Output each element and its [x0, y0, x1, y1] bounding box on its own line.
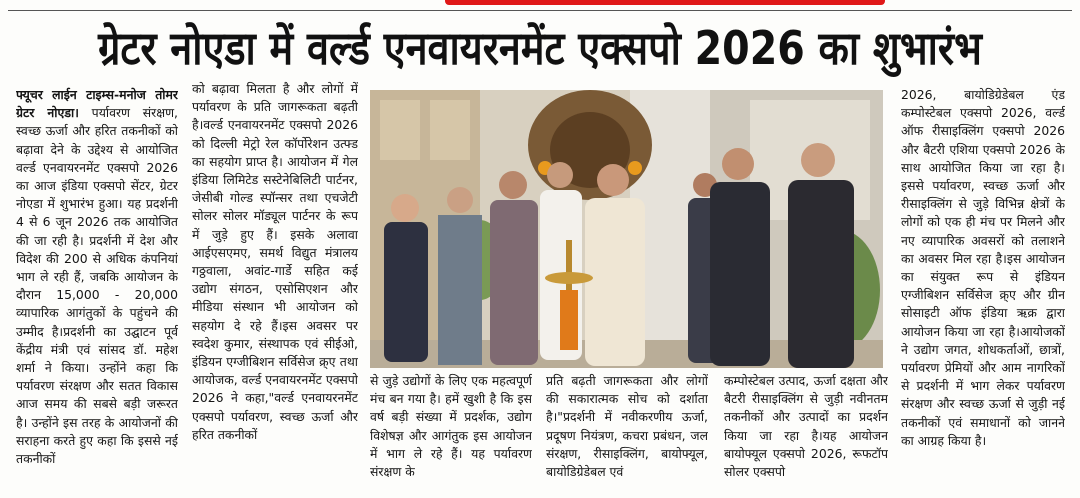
column-5-text: कम्पोस्टेबल उत्पाद, ऊर्जा दक्षता और बैटरी रीसाइक्लिंग से जुड़ी नवीनतम तकनीकों और उत्पादों का प्रदर्शन किया जा रहा है।यह आयोजन बायोफ्यूल एक्सपो 2026, रूफटॉप सोलर एक्सपो: [724, 373, 888, 480]
column-1-text: पर्यावरण संरक्षण, स्वच्छ ऊर्जा और हरित तकनीकों को बढ़ावा देने के उद्देश्य से आयोजित वर्ल्ड एनवायरनमेंट एक्सपो 2026 का आज इंडिया एक्सपो सेंटर, ग्रेटर नोएडा में शुभारंभ हुआ। यह प्रदर्शनी 4 से 6 जून 2026 तक आयोजित की जा रही है। प्रदर्शनी में देश और विदेश की 200 से अधिक कंपनियां भाग ले रही हैं, जबकि आयोजन के दौरान 15,000 - 20,000 व्यापारिक आगंतुकों के पहुंचने की उम्मीद है।प्रदर्शनी का उद्घाटन पूर्व केंद्रीय मंत्री एवं सांसद डॉ. महेश शर्मा ने किया। उन्होंने कहा कि पर्यावरण संरक्षण और सतत विकास आज समय की सबसे बड़ी जरूरत है। उन्होंने इस तरह के आयोजनों की सराहना करते हुए कहा कि इससे नई तकनीकों: [16, 105, 178, 467]
column-6-text: 2026, बायोडिग्रेडेबल एंड कम्पोस्टेबल एक्सपो 2026, वर्ल्ड ऑफ रीसाइक्लिंग एक्सपो 2026 और बैटरी एशिया एक्सपो 2026 के साथ आयोजित किया जा रहा है। इससे पर्यावरण, स्वच्छ ऊर्जा और रीसाइक्लिंग से जुड़े विभिन्न क्षेत्रों के लोगों को एक ही मंच पर मिलने और नए व्यापारिक अवसरों को तलाशने का अवसर मिल रहा है।इस आयोजन का संयुक्त रूप से इंडियन एग्जीबिशन सर्विसेज क्र्ए और ग्रीन सोसाइटी ऑफ इंडिया ऋक्र द्वारा आयोजन किया जा रहा है।आयोजकों ने उद्योग जगत, शोधकर्ताओं, छात्रों, पर्यावरण प्रेमियों और आम नागरिकों से प्रदर्शनी में भाग लेकर पर्यावरण संरक्षण और स्वच्छ ऊर्जा से जुड़ी नई तकनीकों एवं समाधानों को जानने का आग्रह किया है।: [901, 87, 1065, 448]
column-3-text: से जुड़े उद्योगों के लिए एक महत्वपूर्ण मंच बन गया है। हमें खुशी है कि इस वर्ष बड़ी संख्या में प्रदर्शक, उद्योग विशेषज्ञ और आगंतुक इस आयोजन में भाग ले रहे हैं। यह पर्यावरण संरक्षण के: [370, 373, 532, 480]
article-column-6: [901, 86, 1065, 486]
article-column-1: [16, 86, 178, 486]
top-rule: [8, 10, 1072, 11]
masthead-accent-bar: [445, 0, 885, 5]
article-column-3: [370, 372, 532, 488]
event-photo: [370, 90, 883, 368]
article-column-2: [192, 80, 358, 486]
byline: फ्यूचर लाईन टाइम्स-मनोज तोमर ग्रेटर नोएडा।: [16, 87, 178, 121]
page-headline: ग्रेटर नोएडा में वर्ल्ड एनवायरनमेंट एक्सपो 2026 का शुभारंभ: [98, 21, 982, 75]
article-column-5: [724, 372, 888, 488]
column-4-text: प्रति बढ़ती जागरूकता और लोगों की सकारात्मक सोच को दर्शाता है।"प्रदर्शनी में नवीकरणीय ऊर्जा, प्रदूषण नियंत्रण, कचरा प्रबंधन, जल संरक्षण, रीसाइक्लिंग, बायोफ्यूल, बायोडिग्रेडेबल एवं: [546, 373, 708, 480]
column-2-text: को बढ़ावा मिलता है और लोगों में पर्यावरण के प्रति जागरूकता बढ़ती है।वर्ल्ड एनवायरनमेंट एक्सपो 2026 को दिल्ली मेट्रो रेल कॉर्पोरेशन उत्फ्ड का सहयोग प्राप्त है। आयोजन में गेल इंडिया लिमिटेड सस्टेनेबिलिटी पार्टनर, जेसीबी गोल्ड स्पॉन्सर तथा एचजेटी सोलर सोलर मॉड्यूल पार्टनर के रूप में जुड़े हुए हैं। इसके अलावा आईएसएमए, समर्थ विद्युत मंत्रालय गठ्ठवाला, अवांट-गार्डे सहित कई उद्योग संगठन, एसोसिएशन और मीडिया संस्थान भी आयोजन को सहयोग दे रहे हैं।इस अवसर पर स्वदेश कुमार, संस्थापक एवं सीईओ, इंडियन एग्जीबिशन सर्विसेज क्र्ए तथा आयोजक, वर्ल्ड एनवायरनमेंट एक्सपो 2026 ने कहा,"वर्ल्ड एनवायरनमेंट एक्सपो पर्यावरण, स्वच्छ ऊर्जा और हरित तकनीकों: [192, 81, 358, 442]
article-column-4: [546, 372, 708, 488]
